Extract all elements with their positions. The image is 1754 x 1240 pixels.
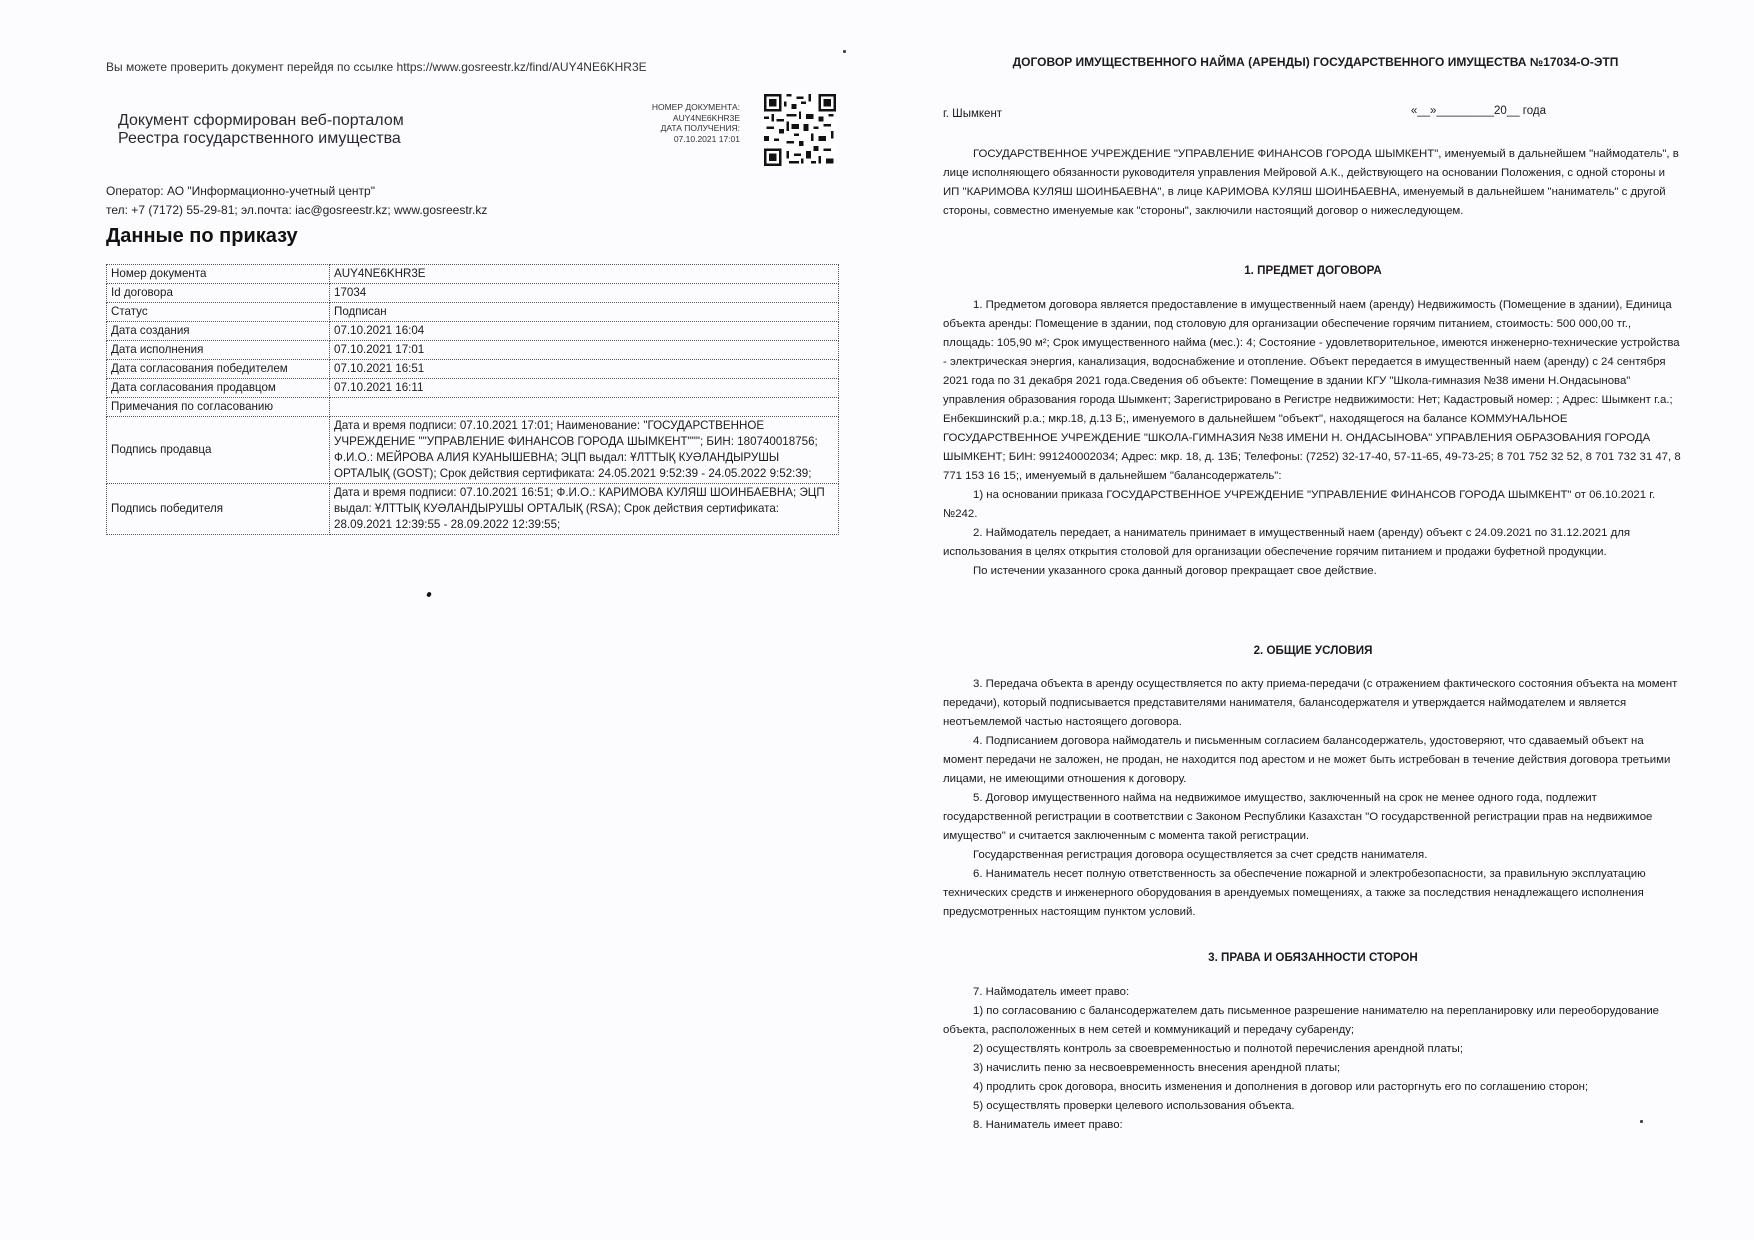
section-title: Данные по приказу [106,225,298,247]
clause-7-1: 1) по согласованию с балансодержателем дать письменное разрешение нанимателю на перепланировку или переоборудование объекта, расположенных в нем сетей и коммуникаций и передачу субаренду; [943,1005,1660,1036]
clause-7-5: 5) осуществлять проверки целевого использования объекта. [973,1100,1295,1112]
section-3 [943,983,1683,1135]
table-row [107,322,839,341]
operator-name: Оператор: АО "Информационно-учетный центр" [106,184,375,198]
clause-5: 5. Договор имущественного найма на недвижимое имущество, заключенный на срок не менее одного года, подлежит государственной регистрации в соответствии с Законом Республики Казахстан "О государственной регистрации прав на недвижимое имущество" и считается заключенным с момента такой регистрации. [943,792,1653,842]
table-row [107,341,839,360]
table-row [107,398,839,417]
right-page [877,0,1754,1240]
preamble-text: ГОСУДАРСТВЕННОЕ УЧРЕЖДЕНИЕ "УПРАВЛЕНИЕ ФИНАНСОВ ГОРОДА ШЫМКЕНТ", именуемый в дальнейшем "наймодатель", в лице исполняющего обязанности руководителя управления Мейровой А.К., действующего на основании Положения, с одной стороны и ИП "КАРИМОВА КУЛЯШ ШОИНБАЕВНА", в лице КАРИМОВА КУЛЯШ ШОИНБАЕВНА, именуемый в дальнейшем "наниматель" с другой стороны, совместно именуемые как "стороны", заключили настоящий договор о нижеследующем. [943,148,1679,217]
clause-6: 6. Наниматель несет полную ответственность за обеспечение пожарной и электробезопасности, за правильную эксплуатацию технических средств и инженерного оборудования в арендуемых помещениях, а также за последствия ненадлежащего исполнения предусмотренных настоящим пунктом условий. [943,868,1646,918]
row-key: Номер документа [107,265,330,284]
row-key: Примечания по согласованию [107,398,330,417]
clause-3: 3. Передача объекта в аренду осуществляется по акту приема-передачи (с отражением фактического состояния объекта на момент передачи), который подписывается представителями нанимателя, балансодержателя и утверждается наймодателем и является неотъемлемой частью настоящего договора. [943,678,1678,728]
section-1 [943,296,1683,581]
clause-7-2: 2) осуществлять контроль за своевременностью и полнотой перечисления арендной платы; [973,1043,1463,1055]
seller-signature-row [107,417,839,484]
clause-7-4: 4) продлить срок договора, вносить изменения и дополнения в договор или расторгнуть его по соглашению сторон; [973,1081,1589,1093]
section-3-heading: 3. ПРАВА И ОБЯЗАННОСТИ СТОРОН [1208,951,1418,964]
row-value: 07.10.2021 17:01 [330,341,839,360]
row-value: Подписан [330,303,839,322]
clause-5-note: Государственная регистрация договора осуществляется за счет средств нанимателя. [973,849,1428,861]
portal-line-1: Документ сформирован веб-порталом [118,112,404,129]
preamble [943,145,1683,221]
received-label: ДАТА ПОЛУЧЕНИЯ: [660,123,740,133]
row-value: AUY4NE6KHR3E [330,265,839,284]
scan-speck [843,50,846,53]
section-2-heading: 2. ОБЩИЕ УСЛОВИЯ [1253,644,1373,657]
clause-2: 2. Наймодатель передает, а наниматель принимает в имущественный наем (аренду) объект с 24.09.2021 по 31.12.2021 для использования в целях открытия столовой для организации обеспечение горячим питанием и продажи буфетной продукции. [943,527,1631,558]
contract-date: «__»_________20__ года [1410,105,1546,117]
section-2 [943,675,1683,922]
portal-notice [118,112,404,148]
operator-info [106,182,487,220]
table-row [107,360,839,379]
order-data-table [106,264,839,535]
operator-contacts: тел: +7 (7172) 55-29-81; эл.почта: iac@gosreestr.kz; www.gosreestr.kz [106,203,488,217]
seller-signature-value: Дата и время подписи: 07.10.2021 17:01; Наименование: "ГОСУДАРСТВЕННОЕ УЧРЕЖДЕНИЕ ""УПРАВЛЕНИЕ ФИНАНСОВ ГОРОДА ШЫМКЕНТ"""; БИН: 180740018756; Ф.И.О.: МЕЙРОВА АЛИЯ КУАНЫШЕВНА; ЭЦП выдал: ҰЛТТЫҚ КУӘЛАНДЫРУШЫ ОРТАЛЫҚ (GOST); Срок действия сертификата: 24.05.2021 9:52:39 - 24.05.2022 9:52:39; [330,417,839,484]
section-1-heading-wrap [943,261,1683,280]
row-key: Дата согласования победителем [107,360,330,379]
received-date: 07.10.2021 17:01 [673,133,740,144]
section-1-heading: 1. ПРЕДМЕТ ДОГОВОРА [1244,264,1382,277]
row-value: 07.10.2021 16:04 [330,322,839,341]
winner-signature-label: Подпись победителя [107,484,330,535]
contract-title: ДОГОВОР ИМУЩЕСТВЕННОГО НАЙМА (АРЕНДЫ) ГОСУДАРСТВЕННОГО ИМУЩЕСТВА №17034-О-ЭТП [1012,55,1619,69]
doc-number-label: НОМЕР ДОКУМЕНТА: [651,102,740,112]
clause-2-note: По истечении указанного срока данный договор прекращает свое действие. [973,565,1377,577]
table-row [107,303,839,322]
qr-code-icon [764,94,836,166]
row-key: Дата согласования продавцом [107,379,330,398]
portal-line-2: Реестра государственного имущества [118,130,401,147]
contract-city: г. Шымкент [943,108,1003,120]
row-key: Дата создания [107,322,330,341]
clause-1-1: 1) на основании приказа ГОСУДАРСТВЕННОЕ УЧРЕЖДЕНИЕ "УПРАВЛЕНИЕ ФИНАНСОВ ГОРОДА ШЫМКЕНТ" от 06.10.2021 г. №242. [943,489,1656,520]
row-value [330,398,839,417]
row-key: Id договора [107,284,330,303]
scan-speck [1640,1120,1643,1123]
section-2-heading-wrap [943,641,1683,660]
section-3-heading-wrap [943,948,1683,967]
verification-link-text: Вы можете проверить документ перейдя по ссылке https://www.gosreestr.kz/find/AUY4NE6KHR3E [106,60,647,74]
row-value: 17034 [330,284,839,303]
document-meta [590,102,740,144]
row-value: 07.10.2021 16:11 [330,379,839,398]
row-key: Дата исполнения [107,341,330,360]
clause-7-3: 3) начислить пеню за несвоевременность внесения арендной платы; [973,1062,1341,1074]
table-row [107,265,839,284]
table-row [107,379,839,398]
table-row [107,284,839,303]
winner-signature-row [107,484,839,535]
row-key: Статус [107,303,330,322]
clause-7: 7. Наймодатель имеет право: [973,986,1130,998]
scan-speck [426,591,432,597]
seller-signature-label: Подпись продавца [107,417,330,484]
clause-4: 4. Подписанием договора наймодатель и письменным согласием балансодержатель, удостоверяют, что сдаваемый объект на момент передачи не заложен, не продан, не находится под арестом и не может быть истребован в течение действия договора третьими лицами, не имеющими отношения к договору. [943,735,1671,785]
clause-1: 1. Предметом договора является предоставление в имущественный наем (аренду) Недвижимость (Помещение в здании), Единица объекта аренды: Помещение в здании, под столовую для организации обеспечение горячим питанием, стоимость: 500 000,00 тг., площадь: 105,90 м²; Срок имущественного найма (мес.): 4; Состояние - удовлетворительное, имеются инженерно-технические устройства - электрическая энергия, канализация, водоснабжение и отопление. Объект передается в имущественный наем (аренду) с 24 сентября 2021 года по 31 декабря 2021 года.Сведения об объекте: Помещение в здании КГУ "Школа-гимназия №38 имени Н.Ондасынова" управления образования города Шымкент; Зарегистрировано в Регистре недвижимости: Нет; Кадастровый номер: ; Адрес: Шымкент г.а.; Енбекшинский р.а.; мкр.18, д.13 Б;, именуемого в дальнейшем "объект", находящегося на балансе КОММУНАЛЬНОЕ ГОСУДАРСТВЕННОЕ УЧРЕЖДЕНИЕ "ШКОЛА-ГИМНАЗИЯ №38 ИМЕНИ Н. ОНДАСЫНОВА" УПРАВЛЕНИЯ ОБРАЗОВАНИЯ ГОРОДА ШЫМКЕНТ; БИН: 991240002034; Адрес: мкр. 18, д. 13Б; Телефоны: (7252) 32-17-40, 57-11-65, 49-73-25; 8 701 752 32 52, 8 701 732 31 47, 8 771 153 16 15;, именуемый в дальнейшем "балансодержатель": [943,299,1681,482]
doc-number: AUY4NE6KHR3E [672,112,740,123]
winner-signature-value: Дата и время подписи: 07.10.2021 16:51; Ф.И.О.: КАРИМОВА КУЛЯШ ШОИНБАЕВНА; ЭЦП выдал: ҰЛТТЫҚ КУӘЛАНДЫРУШЫ ОРТАЛЫҚ (RSA); Срок действия сертификата: 28.09.2021 12:39:55 - 28.09.2022 12:39:55; [330,484,839,535]
row-value: 07.10.2021 16:51 [330,360,839,379]
clause-8: 8. Наниматель имеет право: [973,1119,1123,1131]
